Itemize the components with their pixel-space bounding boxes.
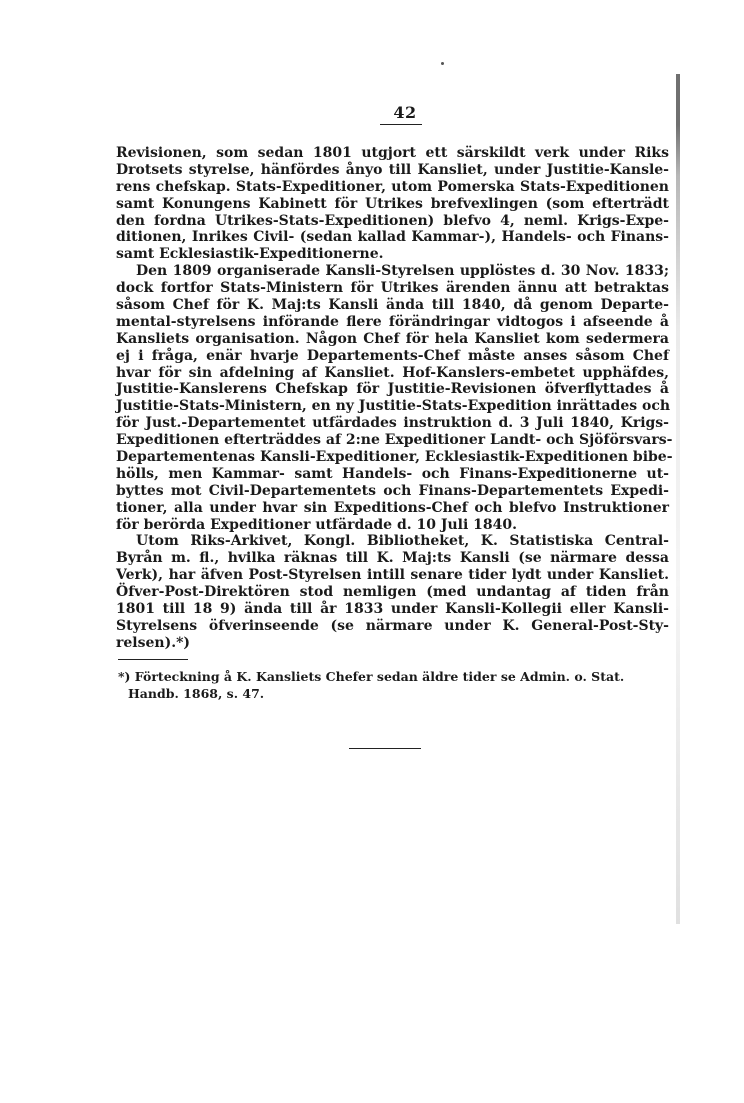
text-line: för berörda Expeditioner utfärdade d. 10 Juli 1840. xyxy=(116,516,518,533)
text-line: 1801 till 18 9) ända till år 1833 under Kansli-Kollegii eller Kansli- xyxy=(116,601,669,618)
text-line: Drotsets styrelse, hänfördes ånyo till Kansliet, under Justitie-Kansle- xyxy=(116,161,669,178)
text-line: tioner, alla under hvar sin Expeditions-Chef och blefvo Instruktioner xyxy=(116,499,669,516)
text-line: dock fortfor Stats-Ministern för Utrikes ärenden ännu att betraktas xyxy=(116,280,669,297)
text-line: samt Ecklesiastik-Expeditionerne. xyxy=(116,246,384,263)
footnote-line: *) Förteckning å K. Kansliets Chefer sedan äldre tider se Admin. o. Stat. xyxy=(118,669,625,684)
text-line: såsom Chef för K. Maj:ts Kansli ända till 1840, då genom Departe- xyxy=(116,297,669,314)
page-edge-shadow xyxy=(676,74,680,924)
text-line: Kansliets organisation. Någon Chef för hela Kansliet kom sedermera xyxy=(116,330,669,347)
print-speck xyxy=(441,62,444,65)
text-line: Revisionen, som sedan 1801 utgjort ett särskildt verk under Riks xyxy=(116,145,669,161)
text-line: den fordna Utrikes-Stats-Expeditionen) blefvo 4, neml. Krigs-Expe- xyxy=(116,212,669,229)
page-number: 42 xyxy=(393,103,417,122)
text-line: rens chefskap. Stats-Expeditioner, utom Pomerska Stats-Expeditionen xyxy=(116,178,669,195)
text-line: Justitie-Stats-Ministern, en ny Justitie-Stats-Expedition inrättades och xyxy=(116,398,671,415)
text-line: mental-styrelsens införande flere förändringar vidtogos i afseende å xyxy=(116,313,669,330)
text-line: Verk), har äfven Post-Styrelsen intill senare tider lydt under Kansliet. xyxy=(116,567,669,584)
text-line: Den 1809 organiserade Kansli-Styrelsen upplöstes d. 30 Nov. 1833; xyxy=(136,263,669,280)
text-line: samt Konungens Kabinett för Utrikes brefvexlingen (som efterträdt xyxy=(116,195,669,212)
text-line: för Just.-Departementet utfärdades instruktion d. 3 Juli 1840, Krigs- xyxy=(116,415,669,432)
body-text xyxy=(116,145,673,652)
end-rule xyxy=(349,748,421,749)
text-line: hvar för sin afdelning af Kansliet. Hof-Kanslers-embetet upphäfdes, xyxy=(116,364,669,381)
text-line: hölls, men Kammar- samt Handels- och Finans-Expeditionerne ut- xyxy=(116,465,669,482)
footnotes xyxy=(118,668,671,702)
text-line: Byrån m. fl., hvilka räknas till K. Maj:ts Kansli (se närmare dessa xyxy=(116,550,669,567)
text-line: Styrelsens öfverinseende (se närmare under K. General-Post-Sty- xyxy=(116,617,669,634)
text-line: byttes mot Civil-Departementets och Finans-Departementets Expedi- xyxy=(116,482,669,499)
text-line: Justitie-Kanslerens Chefskap för Justitie-Revisionen öfverflyttades å xyxy=(116,381,669,398)
page-number-underline xyxy=(380,124,422,125)
text-line: ditionen, Inrikes Civil- (sedan kallad Kammar-), Handels- och Finans- xyxy=(116,229,669,246)
footnote-separator xyxy=(118,659,188,660)
text-line: Utom Riks-Arkivet, Kongl. Bibliotheket, K. Statistiska Central- xyxy=(136,533,669,550)
text-line: Öfver-Post-Direktören stod nemligen (med undantag af tiden från xyxy=(116,584,669,601)
footnote-line: Handb. 1868, s. 47. xyxy=(128,686,265,701)
text-line: ej i fråga, enär hvarje Departements-Chef måste anses såsom Chef xyxy=(116,347,669,364)
text-line: Departementenas Kansli-Expeditioner, Ecklesiastik-Expeditionen bibe- xyxy=(116,449,673,466)
text-line: Expeditionen efterträddes af 2:ne Expeditioner Landt- och Sjöförsvars- xyxy=(116,432,673,449)
text-line: relsen).*) xyxy=(116,634,191,651)
